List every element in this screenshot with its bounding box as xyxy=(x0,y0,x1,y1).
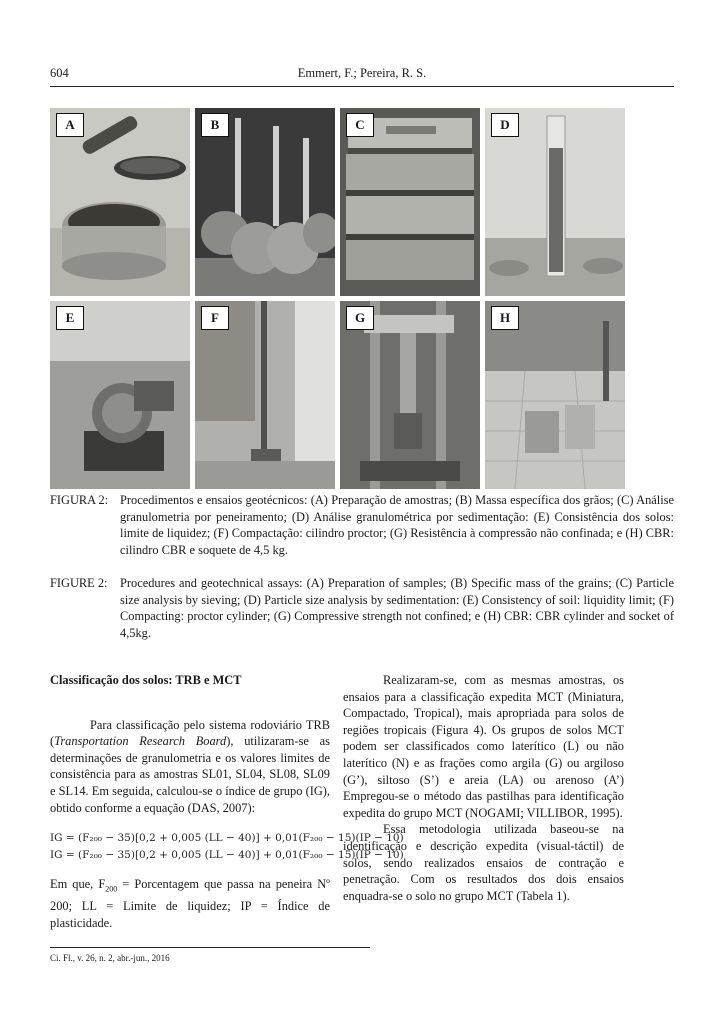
caption-en-text: Procedures and geotechnical assays: (A) Preparation of samples; (B) Specific mass of the grains; (C) Particle size analysis by sieving; (D) Particle size analysis by sedimentation: (E) Consistency of soil: liquidity limit; (F) Compacting: proctor cylinder; (G) Compressive strength not confined; e (H) CBR: CBR cylinder and socket of 4,5kg. xyxy=(120,576,674,640)
photo-b-specific-mass xyxy=(195,108,335,296)
caption-portuguese xyxy=(50,492,674,558)
photo-g-compression xyxy=(340,301,480,489)
equation-line-2: IG = (F₂₀₀ − 35)[0,2 + 0,005 (LL − 40)] + 0,01(F₂₀₀ − 15)(IP − 10) xyxy=(50,849,404,862)
caption-en-label: FIGURE 2: xyxy=(50,576,108,590)
photo-e-liquid-limit xyxy=(50,301,190,489)
photo-label-b: B xyxy=(201,113,229,137)
paragraph-trb xyxy=(50,717,330,817)
photo-c-sieving xyxy=(340,108,480,296)
running-header xyxy=(50,66,674,84)
caption-pt-label: FIGURA 2: xyxy=(50,493,109,507)
equation-block xyxy=(50,830,404,864)
photo-label-a: A xyxy=(56,113,84,137)
header-rule xyxy=(50,86,674,87)
paragraph-trb-start: Para classificação pelo sistema rodoviário TRB ( xyxy=(50,717,330,749)
photo-label-d: D xyxy=(491,113,519,137)
paragraph-mct: Realizaram-se, com as mesmas amostras, os ensaios para a classificação expedita MCT (Miniatura, Compactado, Tropical), mais apropriada para solos de regiões tropicais (Figura 4). Os grupos de solos MCT podem ser classificados como laterítico (L) ou não laterítico (N) e as frações como argila (G) ou argiloso (G’), siltoso (S’) e areia (LA) ou arenoso (A’) Empregou-se o método das pastilhas para identificação expedita do grupo MCT (NOGAMI; VILLIBOR, 1995). xyxy=(343,673,624,820)
equation-line-1: IG = (F₂₀₀ − 35)[0,2 + 0,005 (LL − 40)] + 0,01(F₂₀₀ − 15)(IP − 10) xyxy=(50,832,404,845)
defs-end: = Porcentagem que passa na peneira Nº 200; LL = Limite de liquidez; IP = Índice de plasticidade. xyxy=(50,877,331,930)
paragraph-trb-end: ), utilizaram-se as determinações de granulometria e os valores limites de consistência para as amostras SL01, SL04, SL08, SL09 e SL14. Em seguida, calculou-se o índice de grupo (IG), obtido conforme a equação (DAS, 2007): xyxy=(50,734,330,815)
defs-subscript: 200 xyxy=(105,884,118,894)
caption-pt-text: Procedimentos e ensaios geotécnicos: (A) Preparação de amostras; (B) Massa específica dos grãos; (C) Análise granulometria por peneiramento; (D) Análise granulométrica por sedimentação: (E) Consistência dos solos: limite de liquidez; (F) Compactação: cilindro proctor; (G) Resistência à compressão não confinada; e (H) CBR: cilindro CBR e soquete de 4,5 kg. xyxy=(120,493,674,557)
photo-a-sample-preparation xyxy=(50,108,190,296)
left-column xyxy=(50,672,404,931)
journal-citation: Ci. Fl., v. 26, n. 2, abr.-jun., 2016 xyxy=(50,953,170,963)
figure-photo-grid xyxy=(50,108,674,490)
photo-label-f: F xyxy=(201,306,229,330)
photo-label-e: E xyxy=(56,306,84,330)
photo-d-sedimentation xyxy=(485,108,625,296)
photo-h-cbr xyxy=(485,301,625,489)
footer-rule xyxy=(50,947,370,948)
photo-label-c: C xyxy=(346,113,374,137)
paragraph-methodology: Essa metodologia utilizada baseou-se na identificação e descrição expedita (visual-táctil) de solos, sendo realizados ensaios de contração e penetração. Com os resultados dos dois ensaios enquadra-se o solo no grupo MCT (Tabela 1). xyxy=(343,822,624,903)
caption-english xyxy=(50,575,674,641)
running-authors: Emmert, F.; Pereira, R. S. xyxy=(297,66,427,80)
trb-italic-term: Transportation Research Board xyxy=(54,734,227,749)
section-heading: Classificação dos solos: TRB e MCT xyxy=(50,673,242,687)
photo-label-g: G xyxy=(346,306,374,330)
right-column xyxy=(343,672,624,904)
photo-f-proctor xyxy=(195,301,335,489)
equation-definitions xyxy=(50,876,330,931)
page-number: 604 xyxy=(50,66,69,80)
photo-label-h: H xyxy=(491,306,519,330)
defs-start: Em que, F xyxy=(50,877,106,892)
